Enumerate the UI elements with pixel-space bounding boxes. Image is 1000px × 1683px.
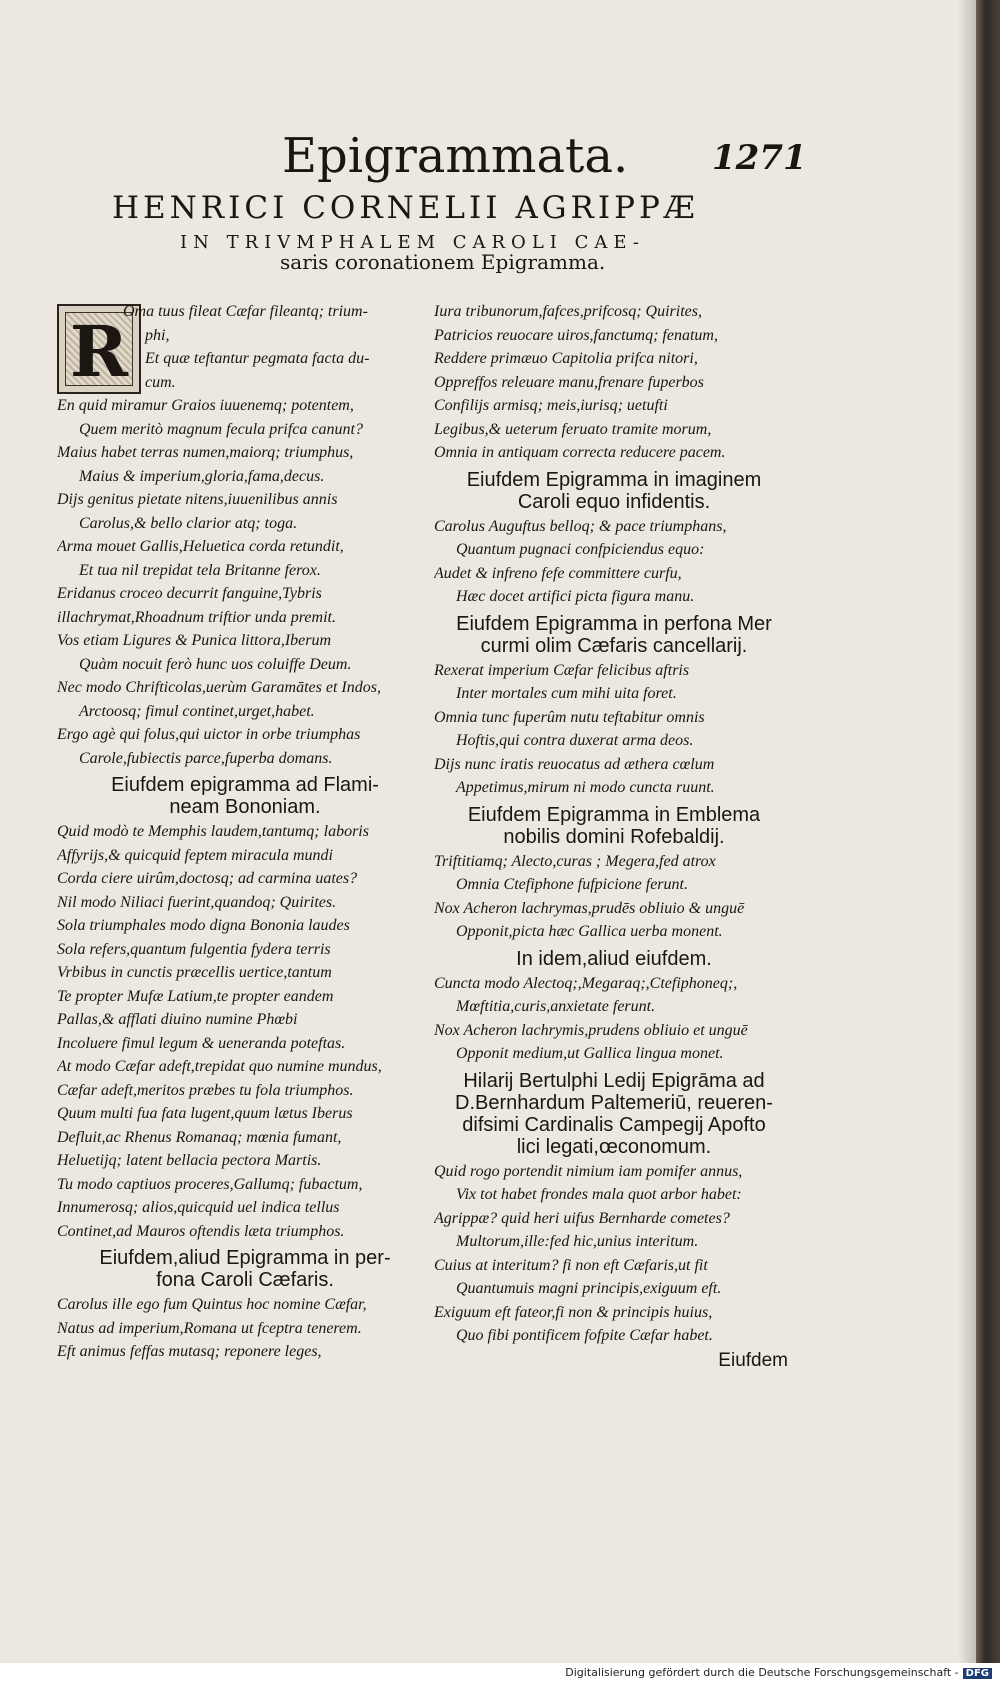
verse-line: Carolus Auguftus belloq; & pace triumphans, <box>434 517 727 535</box>
verse-line: Heluetijq; latent bellacia pectora Martis. <box>57 1152 322 1169</box>
verse-line: Et tua nil trepidat tela Britanne ferox. <box>79 561 321 579</box>
verse-line: Carole,fubiectis parce,fuperba domans. <box>79 749 333 767</box>
dfg-logo: DFG <box>963 1668 992 1679</box>
verse-line: Arma mouet Gallis,Heluetica corda retundit, <box>57 538 344 555</box>
verse-line: Eridanus croceo decurrit fanguine,Tybris <box>57 585 322 602</box>
heading-line: D.Bernhardum Paltemeriū, reueren- <box>455 1091 773 1114</box>
section-heading <box>57 1247 433 1291</box>
footer-credit <box>565 1666 992 1679</box>
section-heading <box>434 948 794 970</box>
verse-line: Multorum,ille:fed hic,unius interitum. <box>456 1233 699 1250</box>
heading-line: Hilarij Bertulphi Ledij Epigrāma ad <box>463 1069 765 1092</box>
verse-line: Quantumuis magni principis,exiguum eft. <box>456 1280 722 1297</box>
poem-block <box>57 300 433 770</box>
verse-line: Natus ad imperium,Romana ut fceptra tenerem. <box>57 1319 362 1337</box>
verse-line: Dijs genitus pietate nitens,iuuenilibus annis <box>57 491 338 508</box>
section-heading <box>434 1070 794 1158</box>
verse-line: Patricios reuocare uiros,fanctumq; fenatum, <box>434 326 718 344</box>
verse-line: Vos etiam Ligures & Punica littora,Iberum <box>57 632 332 649</box>
verse-line: Carolus,& bello clarior atq; toga. <box>79 514 298 532</box>
verse-line: Exiguum eft fateor,fi non & principis huius, <box>434 1303 713 1321</box>
verse-line: cum. <box>145 373 176 391</box>
poem-block <box>434 515 794 609</box>
verse-line: Appetimus,mirum ni modo cuncta ruunt. <box>456 779 715 796</box>
catchword: Eiufdem <box>718 1349 788 1371</box>
verse-line: Quo fibi pontificem fofpite Cæfar habet. <box>456 1327 713 1344</box>
section-heading <box>434 804 794 848</box>
title-line-3: saris coronationem Epigramma. <box>280 250 606 274</box>
verse-line: Quantum pugnaci confpiciendus equo: <box>456 541 705 558</box>
verse-line: Triftitiamq; Alecto,curas ; Megera,fed atrox <box>434 852 716 870</box>
verse-line: Agrippæ? quid heri uifus Bernharde cometes? <box>434 1209 730 1227</box>
verse-line: Defluit,ac Rhenus Romanaq; mœnia fumant, <box>57 1128 342 1146</box>
initial-letter: R <box>69 310 129 393</box>
verse-line: Tu modo captiuos proceres,Gallumq; fubactum, <box>57 1175 363 1193</box>
heading-line: Eiufdem Epigramma in Emblema <box>467 803 761 826</box>
heading-line: fona Caroli Cæfaris. <box>156 1269 334 1291</box>
verse-line: Carolus ille ego fum Quintus hoc nomine Cæfar, <box>57 1296 367 1313</box>
verse-line: Quid modò te Memphis laudem,tantumq; laboris <box>57 823 369 840</box>
heading-line: Eiufdem,aliud Epigramma in per- <box>99 1247 391 1269</box>
heading-line: neam Bononiam. <box>169 796 321 818</box>
verse-line: Vrbibus in cunctis præcellis uertice,tantum <box>57 964 332 981</box>
page-number: 1271 <box>712 138 807 178</box>
verse-line: Rexerat imperium Cæfar felicibus aftris <box>434 661 690 679</box>
verse-line: Sola triumphales modo digna Bononia laudes <box>57 917 350 934</box>
verse-line: Quid rogo portendit nimium iam pomifer annus, <box>434 1162 743 1180</box>
verse-line: Dijs nunc iratis reuocatus ad æthera cœlum <box>434 755 715 773</box>
heading-line: Eiufdem Epigramma in perfona Mer <box>456 612 772 635</box>
verse-line: Nil modo Niliaci fuerint,quandoq; Quirites. <box>57 893 337 911</box>
verse-line: Eft animus feffas mutasq; reponere leges, <box>57 1343 322 1360</box>
verse-line: En quid miramur Graios iuuenemq; potentem, <box>57 397 354 414</box>
poem-block <box>57 820 433 1243</box>
verse-line: Nox Acheron lachrymis,prudens obliuio et unguē <box>434 1021 748 1039</box>
verse-line: illachrymat,Rhoadnum triftior unda premit. <box>57 608 336 626</box>
verse-line: Affyrijs,& quicquid feptem miracula mundi <box>57 846 333 864</box>
verse-line: Quàm nocuit ferò hunc uos coluiffe Deum. <box>79 655 352 673</box>
heading-line: In idem,aliud eiufdem. <box>516 947 712 970</box>
verse-line: Inter mortales cum mihi uita foret. <box>456 685 677 702</box>
verse-line: Vix tot habet frondes mala quot arbor habet: <box>456 1186 742 1203</box>
verse-line: Quum multi fua fata lugent,quum lætus Iberus <box>57 1105 353 1122</box>
verse-line: Reddere primæuo Capitolia prifca nitori, <box>434 350 698 367</box>
left-column <box>57 300 433 1364</box>
title-line-1: HENRICI CORNELII AGRIPPÆ <box>112 190 699 226</box>
section-heading <box>434 469 794 513</box>
verse-line: Sola refers,quantum fulgentia fydera terris <box>57 940 331 958</box>
verse-line: Confilijs armisq; meis,iurisq; uetufti <box>434 397 668 414</box>
verse-line: Quem meritò magnum fecula prifca canunt? <box>79 420 363 438</box>
verse-line: Oma tuus fileat Cæfar fileantq; trium- <box>123 303 368 320</box>
verse-line: Maius habet terras numen,maiorq; triumphus, <box>57 444 354 461</box>
verse-line: Opponit medium,ut Gallica lingua monet. <box>456 1045 724 1062</box>
poem-block <box>434 659 794 800</box>
binding-shadow <box>958 0 976 1663</box>
verse-line: Arctoosq; fimul continet,urget,habet. <box>79 702 315 720</box>
heading-line: Eiufdem epigramma ad Flami- <box>111 774 379 796</box>
verse-line: Omnia tunc fuperûm nutu teftabitur omnis <box>434 708 705 726</box>
verse-line: Innumerosq; alios,quicquid uel indica tellus <box>57 1199 340 1216</box>
verse-line: Iura tribunorum,fafces,prifcosq; Quirites, <box>434 303 702 320</box>
verse-line: Pallas,& afflati diuino numine Phœbi <box>57 1011 298 1028</box>
heading-line: Caroli equo infidentis. <box>517 490 711 513</box>
verse-line: Maius & imperium,gloria,fama,decus. <box>79 467 325 485</box>
verse-line: Opponit,picta hæc Gallica uerba monent. <box>456 923 723 940</box>
verse-line: Corda ciere uirûm,doctosq; ad carmina uates? <box>57 870 358 887</box>
verse-line: Omnia Ctefiphone fufpicione ferunt. <box>456 876 688 893</box>
verse-line: Mœftitia,curis,anxietate ferunt. <box>456 998 656 1015</box>
verse-line: Et quæ teftantur pegmata facta du- <box>145 350 370 367</box>
verse-line: Ergo agè qui folus,qui uictor in orbe triumphas <box>57 726 361 743</box>
running-head: Epigrammata. <box>282 128 629 184</box>
verse-line: At modo Cæfar adeft,trepidat quo numine mundus, <box>57 1058 382 1075</box>
right-column <box>434 300 794 1372</box>
poem-block <box>434 300 794 465</box>
verse-line: Omnia in antiquam correcta reducere pacem. <box>434 444 726 461</box>
verse-line: Cuius at interitum? fi non eft Cæfaris,ut fit <box>434 1256 708 1274</box>
verse-line: Legibus,& ueterum feruato tramite morum, <box>434 420 712 438</box>
title-line-2: IN TRIVMPHALEM CAROLI CAE- <box>180 232 645 253</box>
heading-line: lici legati,œconomum. <box>516 1135 712 1158</box>
verse-line: Cæfar adeft,meritos præbes tu fola triumphos. <box>57 1081 354 1099</box>
poem-block <box>434 972 794 1066</box>
poem-block <box>57 1293 433 1364</box>
heading-line: difsimi Cardinalis Campegij Apofto <box>462 1113 766 1136</box>
verse-line: Hæc docet artifici picta figura manu. <box>456 588 695 605</box>
verse-line: Incoluere fimul legum & ueneranda poteftas. <box>57 1034 346 1052</box>
verse-line: Continet,ad Mauros oftendis læta triumphos. <box>57 1222 345 1240</box>
poem-block <box>434 1160 794 1348</box>
verse-line: Oppreffos releuare manu,frenare fuperbos <box>434 373 704 391</box>
section-heading <box>57 774 433 818</box>
heading-line: nobilis domini Rofebaldij. <box>503 825 725 848</box>
book-binding-edge <box>976 0 1000 1663</box>
heading-line: curmi olim Cæfaris cancellarij. <box>480 634 748 657</box>
poem-block <box>434 850 794 944</box>
footer-credit-text: Digitalisierung gefördert durch die Deutsche Forschungsgemeinschaft - <box>565 1666 959 1679</box>
verse-line: Audet & infreno fefe committere curfu, <box>434 564 682 582</box>
verse-line: Te propter Mufæ Latium,te propter eandem <box>57 987 334 1005</box>
verse-line: Nec modo Chrifticolas,uerùm Garamātes et Indos, <box>57 679 381 696</box>
verse-line: Hoftis,qui contra duxerat arma deos. <box>456 732 694 749</box>
verse-line: Cuncta modo Alectoq;,Megaraq;,Ctefiphoneq;, <box>434 974 738 992</box>
verse-line: phi, <box>145 326 170 344</box>
verse-line: Nox Acheron lachrymas,prudēs obliuio & unguē <box>434 899 745 917</box>
section-heading <box>434 613 794 657</box>
heading-line: Eiufdem Epigramma in imaginem <box>466 468 762 491</box>
